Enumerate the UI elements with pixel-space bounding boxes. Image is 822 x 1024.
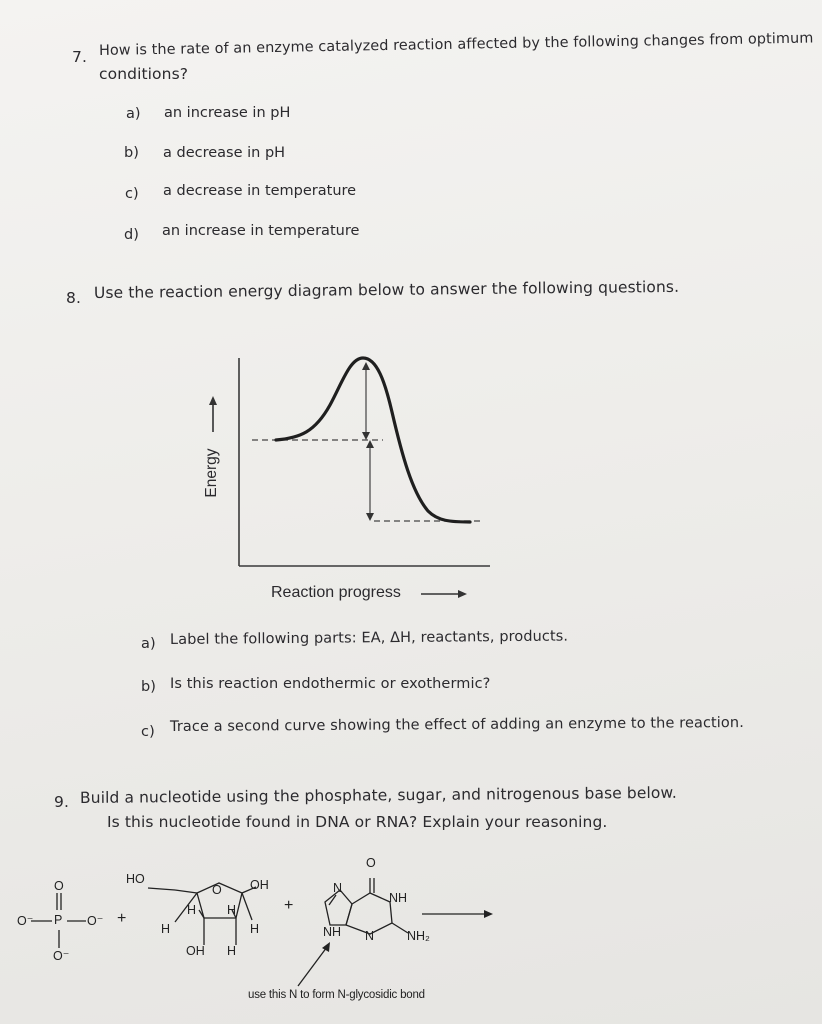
q7-option-d-letter: d) xyxy=(124,227,139,243)
base-n: N xyxy=(333,881,343,895)
base-o: O xyxy=(366,856,376,870)
base-nh2: NH₂ xyxy=(407,929,430,943)
sugar-oh-bottom: OH xyxy=(186,944,205,958)
q8-part-b-text: Is this reaction endothermic or exothermic? xyxy=(170,676,491,692)
sugar-h-bottom: H xyxy=(227,944,237,958)
q7-question-line2: conditions? xyxy=(99,65,189,83)
q8-number: 8. xyxy=(66,289,81,307)
phosphate-o-bottom: O⁻ xyxy=(53,949,70,963)
q8-part-a-text: Label the following parts: EA, ΔH, reactants, products. xyxy=(169,628,569,648)
q7-option-b-letter: b) xyxy=(124,145,139,161)
sugar-ho: HO xyxy=(126,872,145,886)
plus-sign-2: + xyxy=(284,897,294,914)
reaction-progress-label: Reaction progress xyxy=(271,584,401,601)
base-nh-left: NH xyxy=(323,925,342,939)
sugar-ring-o: O xyxy=(212,883,222,897)
phosphate-p: P xyxy=(54,913,63,927)
glycosidic-bond-annotation: use this N to form N-glycosidic bond xyxy=(248,989,425,1001)
q8-part-c-letter: c) xyxy=(141,724,155,740)
sugar-h2: H xyxy=(227,903,237,917)
sugar-h3: H xyxy=(161,922,171,936)
sugar-h1: H xyxy=(187,903,197,917)
q7-option-c-letter: c) xyxy=(125,186,139,202)
q7-option-a-text: an increase in pH xyxy=(164,105,291,121)
q7-option-a-letter: a) xyxy=(126,106,141,122)
q7-question-line1: How is the rate of an enzyme catalyzed reaction affected by the following changes from optimum xyxy=(98,30,814,59)
base-nh-top: NH xyxy=(389,891,408,905)
q8-question: Use the reaction energy diagram below to answer the following questions. xyxy=(93,277,680,302)
q9-number: 9. xyxy=(54,793,69,811)
base-n-bottom: N xyxy=(365,929,375,943)
sugar-oh-right: OH xyxy=(250,878,269,892)
q8-part-c-text: Trace a second curve showing the effect of adding an enzyme to the reaction. xyxy=(169,714,744,735)
plus-sign-1: + xyxy=(117,910,127,927)
phosphate-o-left: O⁻ xyxy=(17,914,34,928)
energy-axis-label: Energy xyxy=(203,448,220,498)
sugar-h4: H xyxy=(250,922,260,936)
phosphate-o-top: O xyxy=(54,879,64,893)
q7-option-d-text: an increase in temperature xyxy=(162,223,360,239)
q7-number: 7. xyxy=(72,48,87,66)
q9-question-line2: Is this nucleotide found in DNA or RNA? Explain your reasoning. xyxy=(107,813,608,831)
q8-part-b-letter: b) xyxy=(141,679,157,695)
phosphate-o-right: O⁻ xyxy=(87,914,104,928)
q8-part-a-letter: a) xyxy=(141,636,156,652)
q7-option-c-text: a decrease in temperature xyxy=(163,183,357,199)
q7-option-b-text: a decrease in pH xyxy=(163,145,286,161)
q9-question-line1: Build a nucleotide using the phosphate, sugar, and nitrogenous base below. xyxy=(79,783,677,807)
